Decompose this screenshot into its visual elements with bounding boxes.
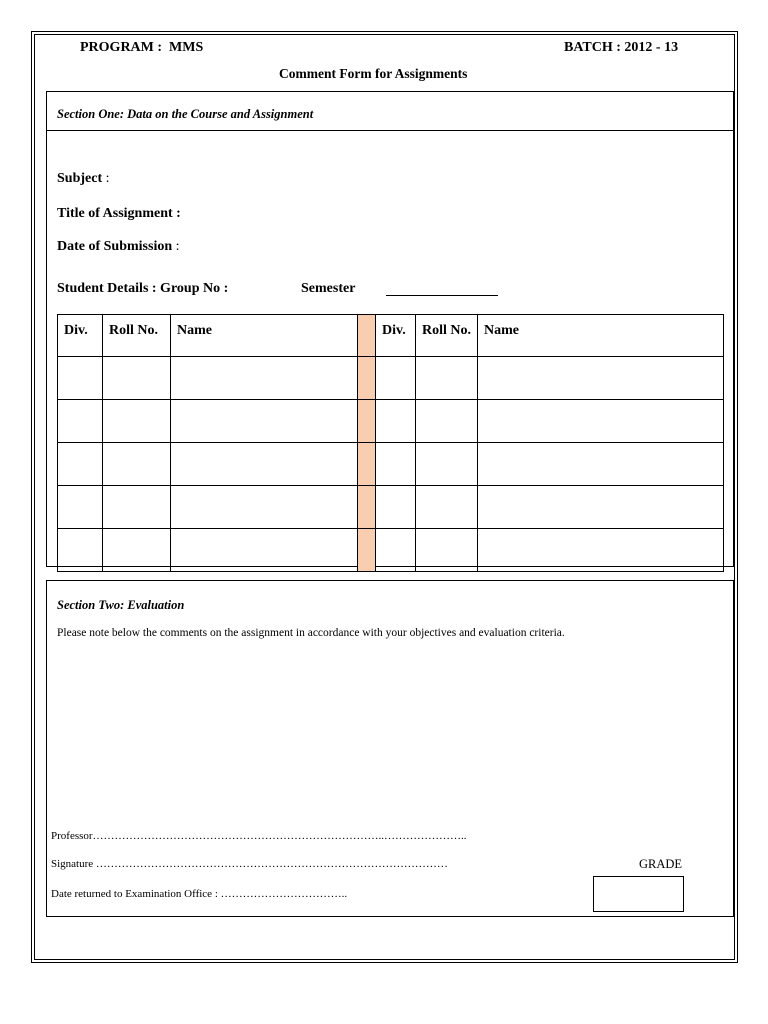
col-roll-left: Roll No. [103, 315, 171, 357]
cell-roll-left[interactable] [103, 357, 171, 400]
table-divider-cell [358, 529, 376, 572]
cell-div-left[interactable] [58, 357, 103, 400]
col-div-left: Div. [58, 315, 103, 357]
table-row [58, 357, 724, 400]
cell-div-right[interactable] [376, 400, 416, 443]
batch-label: BATCH : 2012 - 13 [564, 40, 679, 55]
cell-roll-left[interactable] [103, 443, 171, 486]
semester-field [301, 281, 355, 297]
cell-name-right[interactable] [478, 357, 724, 400]
cell-div-left[interactable] [58, 400, 103, 443]
grade-label: GRADE [639, 857, 683, 871]
cell-div-left[interactable] [58, 443, 103, 486]
assignment-title-label: Title of Assignment : [57, 206, 181, 221]
assignment-title-field [57, 206, 181, 222]
subject-label: Subject [57, 171, 103, 186]
cell-div-left[interactable] [58, 486, 103, 529]
date-returned-line[interactable]: Date returned to Examination Office : …………………………….. [51, 888, 348, 900]
subject-colon: : [102, 171, 110, 186]
cell-roll-left[interactable] [103, 529, 171, 572]
student-details-label: Student Details : Group No : [57, 281, 229, 296]
cell-name-right[interactable] [478, 529, 724, 572]
cell-name-right[interactable] [478, 486, 724, 529]
table-row [58, 400, 724, 443]
cell-name-right[interactable] [478, 443, 724, 486]
submission-colon: : [172, 239, 180, 254]
cell-div-left[interactable] [58, 529, 103, 572]
submission-date-field [57, 239, 180, 255]
semester-blank-line[interactable] [386, 295, 498, 296]
table-divider-cell [358, 486, 376, 529]
cell-div-right[interactable] [376, 486, 416, 529]
student-table [57, 314, 724, 572]
table-divider-cell [358, 443, 376, 486]
table-divider-cell [358, 357, 376, 400]
semester-label: Semester [301, 281, 356, 296]
subject-field [57, 171, 110, 187]
grade-box[interactable] [593, 876, 684, 912]
program-label: PROGRAM : MMS [80, 40, 204, 55]
evaluation-instructions: Please note below the comments on the assignment in accordance with your objectives and evaluation criteria. [57, 627, 565, 639]
cell-name-left[interactable] [171, 529, 358, 572]
cell-name-right[interactable] [478, 400, 724, 443]
cell-roll-right[interactable] [416, 400, 478, 443]
table-row [58, 529, 724, 572]
cell-roll-right[interactable] [416, 443, 478, 486]
student-details-field [57, 281, 228, 297]
cell-roll-right[interactable] [416, 357, 478, 400]
submission-date-label: Date of Submission [57, 239, 173, 254]
col-roll-right: Roll No. [416, 315, 478, 357]
form-title: Comment Form for Assignments [279, 66, 468, 81]
section-two-title: Section Two: Evaluation [57, 598, 185, 612]
cell-div-right[interactable] [376, 529, 416, 572]
col-name-left: Name [171, 315, 358, 357]
table-row [58, 443, 724, 486]
professor-line[interactable]: Professor……………………………………………………………………..………………….. [51, 830, 467, 842]
cell-name-left[interactable] [171, 443, 358, 486]
table-divider-column [358, 315, 376, 357]
section-one-title: Section One: Data on the Course and Assignment [57, 107, 314, 121]
student-table-header-row [58, 315, 724, 357]
cell-div-right[interactable] [376, 443, 416, 486]
cell-roll-left[interactable] [103, 486, 171, 529]
table-divider-cell [358, 400, 376, 443]
cell-div-right[interactable] [376, 357, 416, 400]
cell-roll-right[interactable] [416, 529, 478, 572]
cell-name-left[interactable] [171, 357, 358, 400]
signature-line[interactable]: Signature …………………………………………………………………………………… [51, 858, 448, 870]
col-div-right: Div. [376, 315, 416, 357]
cell-roll-left[interactable] [103, 400, 171, 443]
cell-name-left[interactable] [171, 486, 358, 529]
cell-roll-right[interactable] [416, 486, 478, 529]
cell-name-left[interactable] [171, 400, 358, 443]
col-name-right: Name [478, 315, 724, 357]
table-row [58, 486, 724, 529]
